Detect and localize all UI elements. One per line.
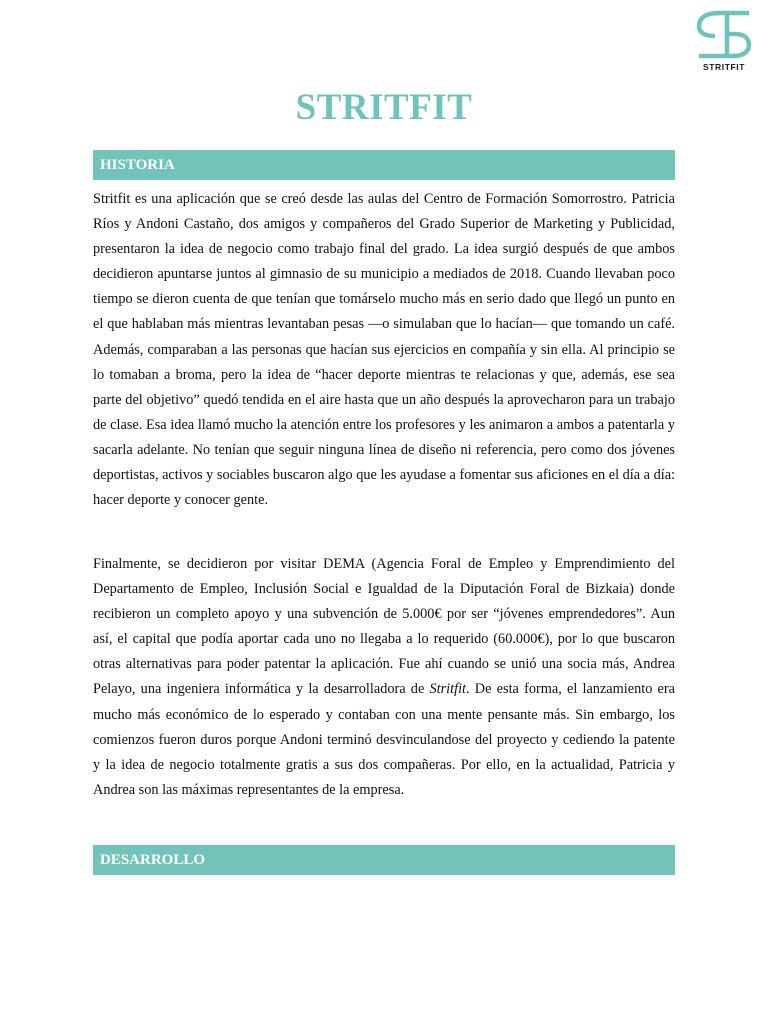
logo-wordmark: STRITFIT bbox=[702, 62, 746, 72]
app-name-italic: Stritfit bbox=[429, 681, 467, 698]
page-title: STRITFIT bbox=[295, 87, 473, 128]
section-heading-desarrollo: DESARROLLO bbox=[93, 845, 675, 875]
paragraph-historia-2 bbox=[93, 552, 675, 803]
paragraph-historia-1: Stritfit es una aplicación que se creó desde las aulas del Centro de Formación Somorrostro. Patricia Ríos y Andoni Castaño, dos amigos y compañeros del Grado Superior de Marketing y Publicidad, presentaron la idea de negocio como trabajo final del grado. La idea surgió después de que ambos decidieron apuntarse juntos al gimnasio de su municipio a mediados de 2018. Cuando llevaban poco tiempo se dieron cuenta de que tenían que tomárselo mucho más en serio dado que llegó un punto en el que hablaban más mientras levantaban pesas —o simulaban que lo hacían— que tomando un café. Además, comparaban a las personas que hacían sus ejercicios en compañía y sin ella. Al principio se lo tomaban a broma, pero la idea de “hacer deporte mientras te relacionas y que, además, ese sea parte del objetivo” quedó tendida en el aire hasta que un año después la aprovecharon para un trabajo de clase. Esa idea llamó mucho la atención entre los profesores y les animaron a ambos a patentarla y sacarla adelante. No tenían que seguir ninguna línea de diseño ni referencia, pero como dos jóvenes deportistas, activos y sociables buscaron algo que les ayudase a fomentar sus aficiones en el día a día: hacer deporte y conocer gente. bbox=[93, 191, 676, 509]
section-heading-historia: HISTORIA bbox=[93, 150, 675, 180]
paragraph-text-after: . De esta forma, el lanzamiento era mucho más económico de lo esperado y contaban con una mente pensante más. Sin embargo, los comienzos fueron duros porque Andoni terminó desvinculandose del proyecto y cediendo la patente y la idea de negocio totalmente gratis a sus dos compañeras. Por ello, en la actualidad, Patricia y Andrea son las máximas representantes de la empresa. bbox=[93, 681, 676, 798]
stritfit-logo-icon bbox=[695, 8, 753, 60]
brand-logo bbox=[692, 8, 756, 78]
paragraph-text-before: Finalmente, se decidieron por visitar DEMA (Agencia Foral de Empleo y Emprendimiento del Departamento de Empleo, Inclusión Social e Igualdad de la Diputación Foral de Bizkaia) donde recibieron un completo apoyo y una subvención de 5.000€ por ser “jóvenes emprendedores”. Aun así, el capital que podía aportar cada uno no llegaba a lo requerido (60.000€), por lo que buscaron otras alternativas para poder patentar la aplicación. Fue ahí cuando se unió una socia más, Andrea Pelayo, una ingeniera informática y la desarrolladora de bbox=[93, 556, 675, 698]
